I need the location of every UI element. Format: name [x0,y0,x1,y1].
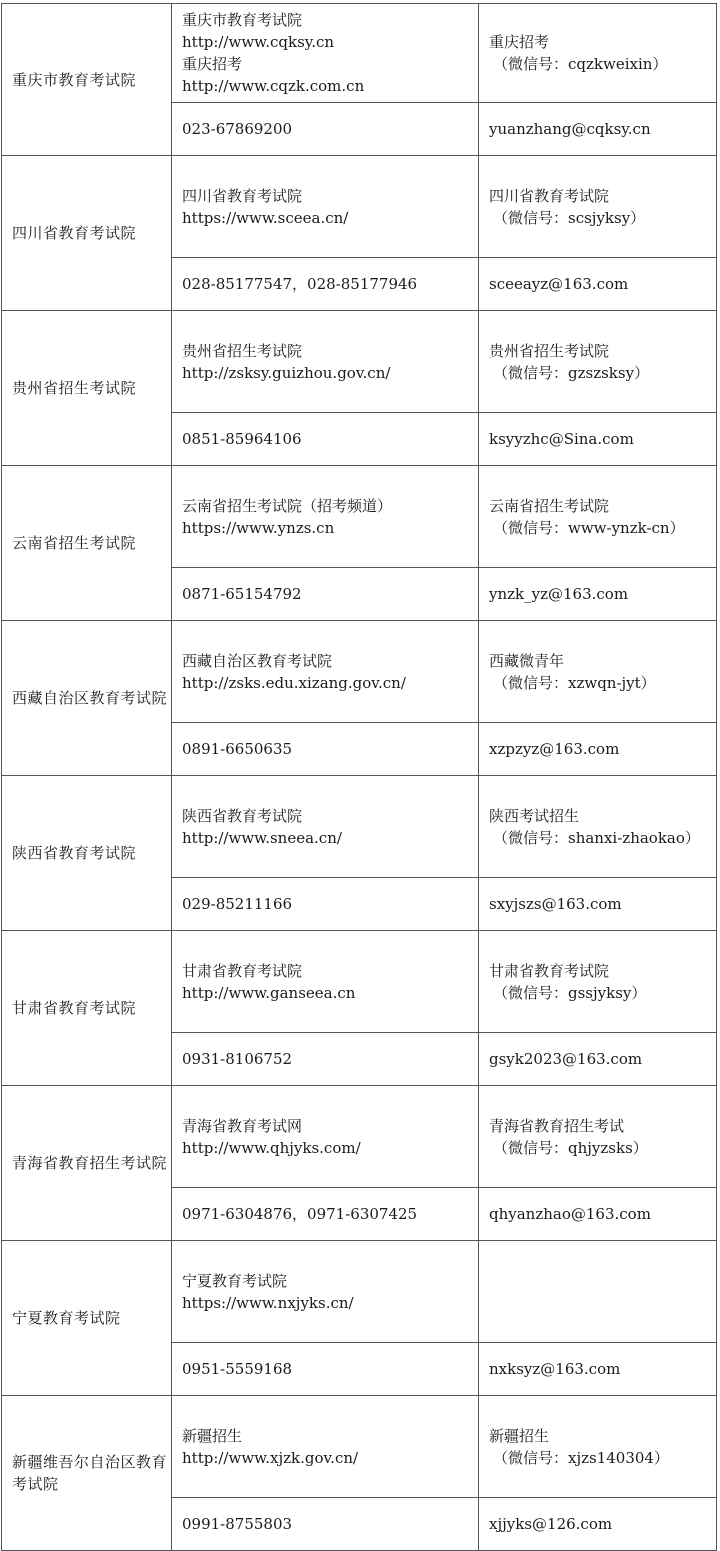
wechat-cell [479,1396,717,1498]
website-cell [172,931,479,1033]
wechat-cell [479,4,717,103]
phone-cell: 0891-6650635 [172,723,479,776]
wechat-account-name: 四川省教育考试院 [489,186,610,205]
email-link[interactable]: sceeayz@163.com [479,258,717,311]
website-name: 甘肃省教育考试院 [182,961,303,980]
institution-name-cell: 宁夏教育考试院 [2,1241,172,1396]
website-cell [172,1396,479,1498]
wechat-cell [479,156,717,258]
wechat-id: （微信号：scsjyksy） [493,208,646,227]
website-url-link[interactable]: http://www.sneea.cn/ [182,828,342,847]
website-url-link[interactable]: http://zsks.edu.xizang.gov.cn/ [182,673,406,692]
phone-cell: 029-85211166 [172,878,479,931]
phone-cell: 0931-8106752 [172,1033,479,1086]
institution-name-cell: 青海省教育招生考试院 [2,1086,172,1241]
table-row [2,156,717,258]
exam-institution-contact-table [1,3,717,1551]
website-name: 宁夏教育考试院 [182,1271,288,1290]
website-url-link[interactable]: https://www.ynzs.cn [182,518,335,537]
website-url-link[interactable]: http://www.xjzk.gov.cn/ [182,1448,359,1467]
institution-name-cell: 重庆市教育考试院 [2,4,172,156]
website-name: 陕西省教育考试院 [182,806,303,825]
institution-name-cell: 甘肃省教育考试院 [2,931,172,1086]
wechat-account-name: 新疆招生 [489,1426,550,1445]
wechat-id: （微信号：xzwqn-jyt） [493,673,656,692]
website-url-link[interactable]: http://www.ganseea.cn [182,983,356,1002]
website-name: 四川省教育考试院 [182,186,303,205]
website-url-link[interactable]: http://www.cqksy.cn [182,33,335,51]
wechat-cell [479,1086,717,1188]
website-url-link[interactable]: http://zsksy.guizhou.gov.cn/ [182,363,391,382]
phone-cell: 0951-5559168 [172,1343,479,1396]
website-cell [172,1241,479,1343]
table-row [2,311,717,413]
table-row [2,621,717,723]
wechat-id: （微信号：shanxi-zhaokao） [493,828,700,847]
institution-name-cell: 四川省教育考试院 [2,156,172,311]
website-cell [172,1086,479,1188]
website-name: 新疆招生 [182,1426,243,1445]
wechat-account-name: 陕西考试招生 [489,806,580,825]
wechat-cell [479,466,717,568]
email-link[interactable]: gsyk2023@163.com [479,1033,717,1086]
table-row [2,1086,717,1188]
website-name: 西藏自治区教育考试院 [182,651,333,670]
wechat-cell [479,311,717,413]
website-url-link[interactable]: https://www.nxjyks.cn/ [182,1293,354,1312]
phone-cell: 0991-8755803 [172,1498,479,1551]
wechat-account-name: 重庆招考 [489,33,550,51]
wechat-account-name: 贵州省招生考试院 [489,341,610,360]
phone-cell: 0871-65154792 [172,568,479,621]
website-name: 重庆市教育考试院 [182,11,303,29]
phone-cell: 0971-6304876，0971-6307425 [172,1188,479,1241]
email-link[interactable]: nxksyz@163.com [479,1343,717,1396]
wechat-account-name: 西藏微青年 [489,651,565,670]
website-url-link[interactable]: http://www.qhjyks.com/ [182,1138,361,1157]
institution-name-cell: 云南省招生考试院 [2,466,172,621]
table-row [2,1241,717,1343]
table-body [2,4,717,1551]
wechat-account-name: 甘肃省教育考试院 [489,961,610,980]
institution-name-cell: 西藏自治区教育考试院 [2,621,172,776]
phone-cell: 0851-85964106 [172,413,479,466]
email-link[interactable]: xzpzyz@163.com [479,723,717,776]
website-name: 重庆招考 [182,55,243,73]
institution-name-cell: 新疆维吾尔自治区教育考试院 [2,1396,172,1551]
phone-cell: 023-67869200 [172,103,479,156]
email-link[interactable]: qhyanzhao@163.com [479,1188,717,1241]
email-link[interactable]: yuanzhang@cqksy.cn [479,103,717,156]
website-url-link[interactable]: https://www.sceea.cn/ [182,208,349,227]
email-link[interactable]: ynzk_yz@163.com [479,568,717,621]
wechat-id: （微信号：xjzs140304） [493,1448,669,1467]
phone-cell: 028-85177547，028-85177946 [172,258,479,311]
wechat-id: （微信号：gssjyksy） [493,983,647,1002]
email-link[interactable]: sxyjszs@163.com [479,878,717,931]
wechat-account-name: 云南省招生考试院 [489,496,610,515]
wechat-account-name: 青海省教育招生考试 [489,1116,625,1135]
wechat-id: （微信号：gzszsksy） [493,363,650,382]
wechat-cell [479,931,717,1033]
wechat-cell [479,621,717,723]
website-cell [172,776,479,878]
website-cell [172,621,479,723]
website-name: 云南省招生考试院（招考频道） [182,496,393,515]
website-cell [172,311,479,413]
wechat-id: （微信号：cqzkweixin） [493,55,668,73]
wechat-id: （微信号：www-ynzk-cn） [493,518,685,537]
institution-name-cell: 贵州省招生考试院 [2,311,172,466]
table-row [2,466,717,568]
email-link[interactable]: xjjyks@126.com [479,1498,717,1551]
website-url-link[interactable]: http://www.cqzk.com.cn [182,77,365,95]
table-row [2,931,717,1033]
website-cell [172,4,479,103]
wechat-cell [479,1241,717,1343]
table-row [2,776,717,878]
website-name: 青海省教育考试网 [182,1116,303,1135]
website-name: 贵州省招生考试院 [182,341,303,360]
website-cell [172,466,479,568]
table-row [2,4,717,103]
wechat-id: （微信号：qhjyzsks） [493,1138,648,1157]
table-row [2,1396,717,1498]
email-link[interactable]: ksyyzhc@Sina.com [479,413,717,466]
website-cell [172,156,479,258]
wechat-cell [479,776,717,878]
institution-name-cell: 陕西省教育考试院 [2,776,172,931]
